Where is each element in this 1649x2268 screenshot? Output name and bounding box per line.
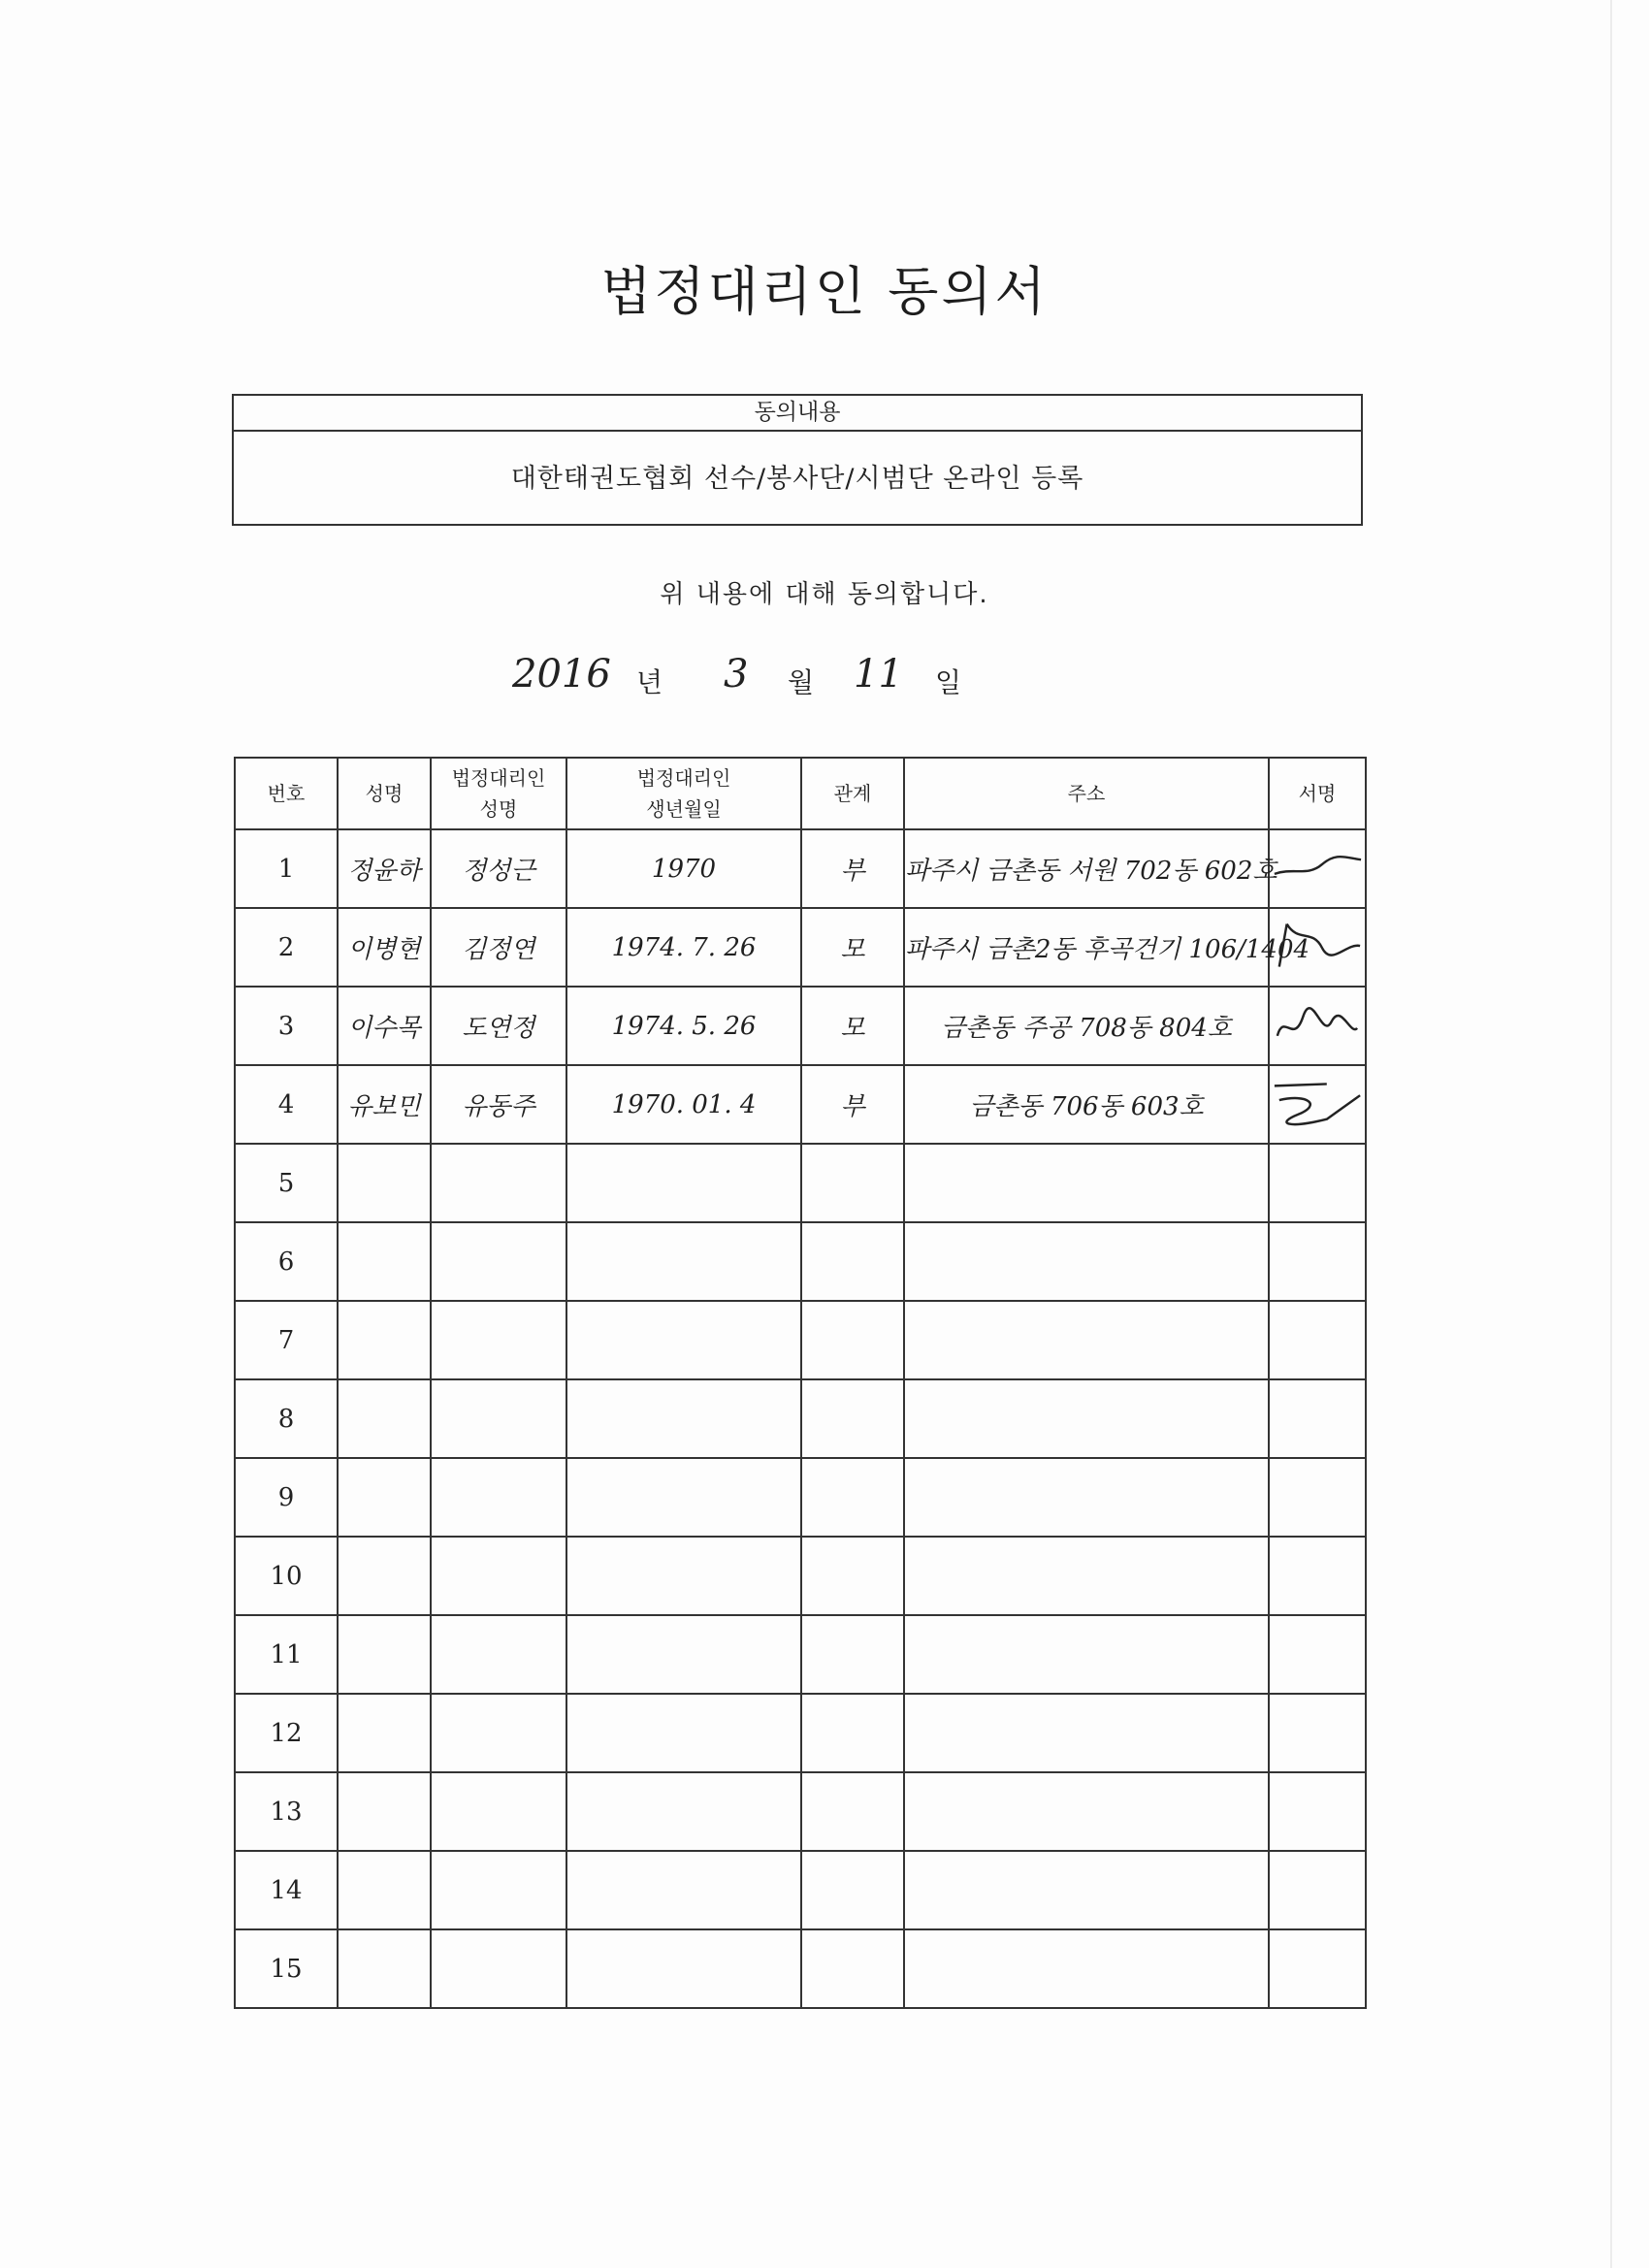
row-number: 3	[235, 987, 338, 1065]
row-number: 4	[235, 1065, 338, 1144]
row-address: 파주시 금촌동 서원 702동 602호	[904, 829, 1269, 908]
row-name	[338, 1379, 431, 1458]
row-relation	[801, 1537, 904, 1615]
row-signature	[1269, 1537, 1366, 1615]
row-guardian-name	[431, 1379, 566, 1458]
row-guardian-birth	[566, 1694, 801, 1772]
row-signature	[1269, 1929, 1366, 2008]
row-signature	[1269, 829, 1366, 908]
table-row	[235, 987, 1366, 1065]
row-address	[904, 1537, 1269, 1615]
date-day: 11	[854, 652, 903, 697]
row-guardian-birth	[566, 1144, 801, 1222]
header-guardian-birth-line2: 생년월일	[646, 797, 722, 821]
consent-header: 동의내용	[234, 396, 1361, 432]
guardian-table	[234, 757, 1367, 2009]
row-name	[338, 1929, 431, 2008]
row-relation	[801, 1851, 904, 1929]
row-name: 정윤하	[338, 829, 431, 908]
row-signature	[1269, 1222, 1366, 1301]
row-address	[904, 1772, 1269, 1851]
row-signature	[1269, 1851, 1366, 1929]
row-guardian-name	[431, 1537, 566, 1615]
row-name: 유보민	[338, 1065, 431, 1144]
row-guardian-birth	[566, 1929, 801, 2008]
row-address	[904, 1458, 1269, 1537]
row-number: 9	[235, 1458, 338, 1537]
table-row	[235, 1851, 1366, 1929]
table-row	[235, 1537, 1366, 1615]
row-name	[338, 1222, 431, 1301]
row-name	[338, 1851, 431, 1929]
row-relation	[801, 1615, 904, 1694]
row-name	[338, 1615, 431, 1694]
row-signature	[1269, 1065, 1366, 1144]
header-guardian-birth-line1: 법정대리인	[636, 766, 731, 790]
row-number: 12	[235, 1694, 338, 1772]
row-relation	[801, 1772, 904, 1851]
header-guardian-birth	[566, 758, 801, 829]
date-month-unit: 월	[788, 666, 815, 698]
row-name	[338, 1694, 431, 1772]
row-guardian-birth: 1974. 5. 26	[566, 987, 801, 1065]
row-relation	[801, 1929, 904, 2008]
row-guardian-birth	[566, 1379, 801, 1458]
row-number: 11	[235, 1615, 338, 1694]
header-signature: 서명	[1269, 758, 1366, 829]
table-row	[235, 1379, 1366, 1458]
table-row	[235, 1929, 1366, 2008]
signature-mark	[1270, 988, 1365, 1064]
row-number: 2	[235, 908, 338, 987]
row-guardian-name: 김정연	[431, 908, 566, 987]
row-relation	[801, 1458, 904, 1537]
date-year: 2016	[512, 652, 611, 697]
row-number: 13	[235, 1772, 338, 1851]
row-guardian-name	[431, 1144, 566, 1222]
row-guardian-name	[431, 1929, 566, 2008]
date-year-unit: 년	[636, 666, 663, 698]
row-number: 5	[235, 1144, 338, 1222]
table-header-row	[235, 758, 1366, 829]
row-signature	[1269, 908, 1366, 987]
row-guardian-birth	[566, 1615, 801, 1694]
table-row	[235, 1065, 1366, 1144]
consent-content: 대한태권도협회 선수/봉사단/시범단 온라인 등록	[510, 464, 1084, 494]
row-signature	[1269, 1772, 1366, 1851]
row-relation: 모	[801, 987, 904, 1065]
row-relation	[801, 1222, 904, 1301]
table-row	[235, 1694, 1366, 1772]
row-number: 8	[235, 1379, 338, 1458]
consent-box	[232, 394, 1363, 526]
row-signature	[1269, 1458, 1366, 1537]
scan-edge-line	[1610, 0, 1612, 2268]
header-number: 번호	[235, 758, 338, 829]
date-line	[0, 652, 1649, 710]
row-relation: 모	[801, 908, 904, 987]
row-name	[338, 1144, 431, 1222]
table-row	[235, 829, 1366, 908]
signature-mark	[1270, 1066, 1365, 1143]
row-guardian-name	[431, 1222, 566, 1301]
row-name: 이병현	[338, 908, 431, 987]
row-signature	[1269, 1301, 1366, 1379]
row-address	[904, 1615, 1269, 1694]
row-address: 파주시 금촌2동 후곡건기 106/1404	[904, 908, 1269, 987]
date-day-unit: 일	[935, 666, 962, 698]
row-guardian-name	[431, 1694, 566, 1772]
row-signature	[1269, 1379, 1366, 1458]
row-signature	[1269, 1694, 1366, 1772]
header-guardian-name-line1: 법정대리인	[451, 766, 546, 790]
header-guardian-name	[431, 758, 566, 829]
row-guardian-birth	[566, 1772, 801, 1851]
row-number: 1	[235, 829, 338, 908]
row-guardian-name	[431, 1301, 566, 1379]
date-month: 3	[724, 652, 749, 697]
row-number: 10	[235, 1537, 338, 1615]
table-row	[235, 1615, 1366, 1694]
row-address: 금촌동 주공 708동 804호	[904, 987, 1269, 1065]
table-row	[235, 1458, 1366, 1537]
row-relation	[801, 1144, 904, 1222]
row-number: 6	[235, 1222, 338, 1301]
page-title: 법정대리인 동의서	[600, 261, 1049, 322]
row-relation	[801, 1379, 904, 1458]
row-guardian-birth	[566, 1458, 801, 1537]
row-guardian-birth: 1974. 7. 26	[566, 908, 801, 987]
row-guardian-birth: 1970. 01. 4	[566, 1065, 801, 1144]
row-guardian-birth: 1970	[566, 829, 801, 908]
table-row	[235, 908, 1366, 987]
row-address	[904, 1929, 1269, 2008]
table-row	[235, 1301, 1366, 1379]
row-number: 14	[235, 1851, 338, 1929]
row-name	[338, 1537, 431, 1615]
row-guardian-name	[431, 1772, 566, 1851]
header-relation: 관계	[801, 758, 904, 829]
agree-statement: 위 내용에 대해 동의합니다.	[660, 580, 989, 609]
header-name: 성명	[338, 758, 431, 829]
row-address	[904, 1222, 1269, 1301]
row-address	[904, 1851, 1269, 1929]
row-number: 15	[235, 1929, 338, 2008]
row-guardian-birth	[566, 1537, 801, 1615]
row-guardian-name: 도연정	[431, 987, 566, 1065]
row-signature	[1269, 987, 1366, 1065]
row-guardian-name	[431, 1851, 566, 1929]
header-address: 주소	[904, 758, 1269, 829]
row-address: 금촌동 706동 603호	[904, 1065, 1269, 1144]
row-address	[904, 1379, 1269, 1458]
row-number: 7	[235, 1301, 338, 1379]
row-name	[338, 1772, 431, 1851]
row-guardian-name	[431, 1615, 566, 1694]
row-address	[904, 1694, 1269, 1772]
row-name	[338, 1458, 431, 1537]
row-guardian-name: 유동주	[431, 1065, 566, 1144]
row-signature	[1269, 1144, 1366, 1222]
table-row	[235, 1772, 1366, 1851]
row-address	[904, 1301, 1269, 1379]
row-guardian-birth	[566, 1222, 801, 1301]
row-relation	[801, 1694, 904, 1772]
row-name: 이수목	[338, 987, 431, 1065]
signature-mark	[1270, 830, 1365, 907]
row-name	[338, 1301, 431, 1379]
row-address	[904, 1144, 1269, 1222]
table-row	[235, 1144, 1366, 1222]
table-row	[235, 1222, 1366, 1301]
header-guardian-name-line2: 성명	[479, 797, 518, 821]
row-signature	[1269, 1615, 1366, 1694]
row-guardian-name	[431, 1458, 566, 1537]
row-guardian-birth	[566, 1301, 801, 1379]
row-relation: 부	[801, 829, 904, 908]
row-guardian-birth	[566, 1851, 801, 1929]
row-relation	[801, 1301, 904, 1379]
row-relation: 부	[801, 1065, 904, 1144]
row-guardian-name: 정성근	[431, 829, 566, 908]
